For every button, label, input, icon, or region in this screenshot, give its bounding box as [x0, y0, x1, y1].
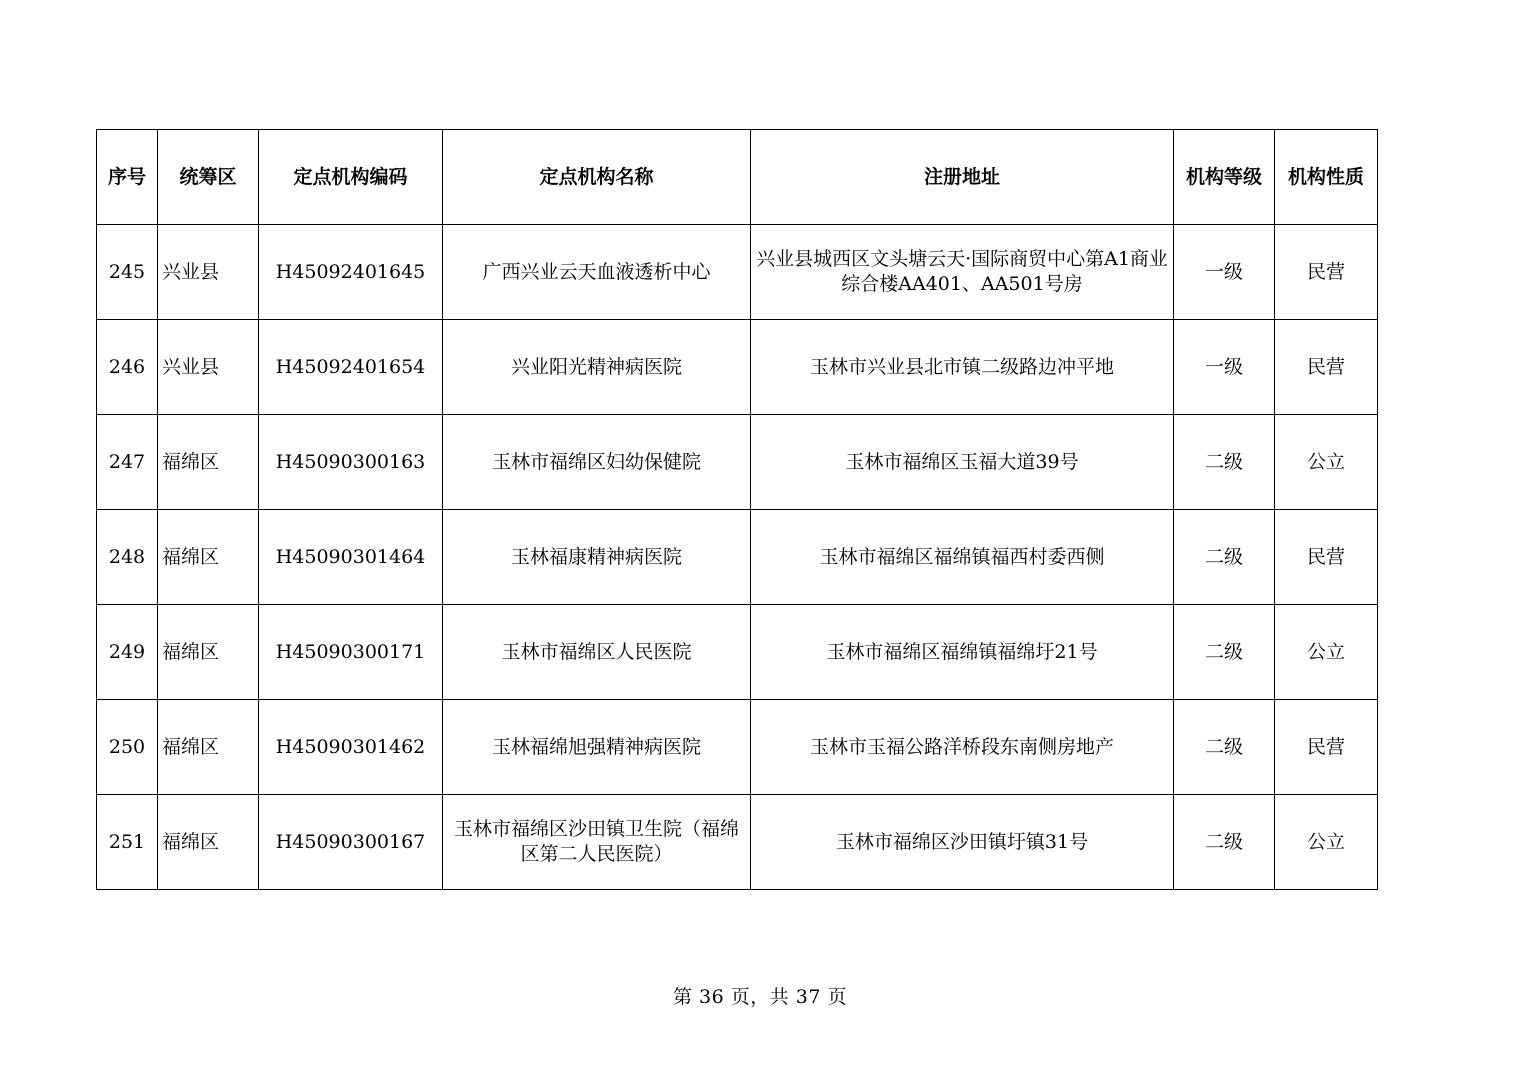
- table-row: [97, 225, 1378, 320]
- cell-address: 玉林市福绵区福绵镇福西村委西侧: [751, 510, 1174, 605]
- table-row: [97, 510, 1378, 605]
- cell-address: 玉林市兴业县北市镇二级路边冲平地: [751, 320, 1174, 415]
- cell-level: 二级: [1174, 415, 1275, 510]
- cell-code: H45092401654: [259, 320, 443, 415]
- table-row: [97, 795, 1378, 890]
- cell-nature: 民营: [1275, 225, 1378, 320]
- cell-nature: 民营: [1275, 700, 1378, 795]
- cell-nature: 民营: [1275, 320, 1378, 415]
- table-row: [97, 700, 1378, 795]
- cell-level: 二级: [1174, 510, 1275, 605]
- cell-nature: 公立: [1275, 605, 1378, 700]
- institution-table: [96, 129, 1378, 890]
- cell-name: 兴业阳光精神病医院: [443, 320, 751, 415]
- cell-region: 福绵区: [158, 700, 259, 795]
- cell-name: 玉林市福绵区人民医院: [443, 605, 751, 700]
- cell-address: 玉林市福绵区沙田镇圩镇31号: [751, 795, 1174, 890]
- header-nature: 机构性质: [1275, 130, 1378, 225]
- cell-name: 玉林市福绵区沙田镇卫生院（福绵区第二人民医院）: [443, 795, 751, 890]
- cell-level: 二级: [1174, 700, 1275, 795]
- cell-region: 福绵区: [158, 415, 259, 510]
- cell-level: 一级: [1174, 225, 1275, 320]
- header-level: 机构等级: [1174, 130, 1275, 225]
- cell-level: 一级: [1174, 320, 1275, 415]
- cell-region: 福绵区: [158, 605, 259, 700]
- table-header-row: [97, 130, 1378, 225]
- cell-code: H45092401645: [259, 225, 443, 320]
- cell-region: 福绵区: [158, 795, 259, 890]
- header-no: 序号: [97, 130, 158, 225]
- cell-code: H45090300171: [259, 605, 443, 700]
- table-row: [97, 605, 1378, 700]
- header-region: 统筹区: [158, 130, 259, 225]
- cell-no: 247: [97, 415, 158, 510]
- cell-address: 玉林市福绵区福绵镇福绵圩21号: [751, 605, 1174, 700]
- header-name: 定点机构名称: [443, 130, 751, 225]
- header-code: 定点机构编码: [259, 130, 443, 225]
- cell-region: 福绵区: [158, 510, 259, 605]
- cell-region: 兴业县: [158, 320, 259, 415]
- cell-name: 玉林福康精神病医院: [443, 510, 751, 605]
- cell-no: 248: [97, 510, 158, 605]
- cell-code: H45090300167: [259, 795, 443, 890]
- cell-no: 251: [97, 795, 158, 890]
- cell-no: 246: [97, 320, 158, 415]
- cell-address: 玉林市福绵区玉福大道39号: [751, 415, 1174, 510]
- cell-code: H45090301462: [259, 700, 443, 795]
- cell-level: 二级: [1174, 795, 1275, 890]
- cell-name: 玉林市福绵区妇幼保健院: [443, 415, 751, 510]
- header-address: 注册地址: [751, 130, 1174, 225]
- cell-no: 249: [97, 605, 158, 700]
- cell-name: 玉林福绵旭强精神病医院: [443, 700, 751, 795]
- cell-address: 兴业县城西区文头塘云天·国际商贸中心第A1商业综合楼AA401、AA501号房: [751, 225, 1174, 320]
- cell-nature: 民营: [1275, 510, 1378, 605]
- table-row: [97, 415, 1378, 510]
- cell-no: 250: [97, 700, 158, 795]
- cell-level: 二级: [1174, 605, 1275, 700]
- cell-address: 玉林市玉福公路洋桥段东南侧房地产: [751, 700, 1174, 795]
- cell-nature: 公立: [1275, 795, 1378, 890]
- cell-name: 广西兴业云天血液透析中心: [443, 225, 751, 320]
- cell-region: 兴业县: [158, 225, 259, 320]
- cell-code: H45090301464: [259, 510, 443, 605]
- page-number-footer: 第 36 页，共 37 页: [672, 986, 847, 1008]
- cell-no: 245: [97, 225, 158, 320]
- cell-code: H45090300163: [259, 415, 443, 510]
- cell-nature: 公立: [1275, 415, 1378, 510]
- table-row: [97, 320, 1378, 415]
